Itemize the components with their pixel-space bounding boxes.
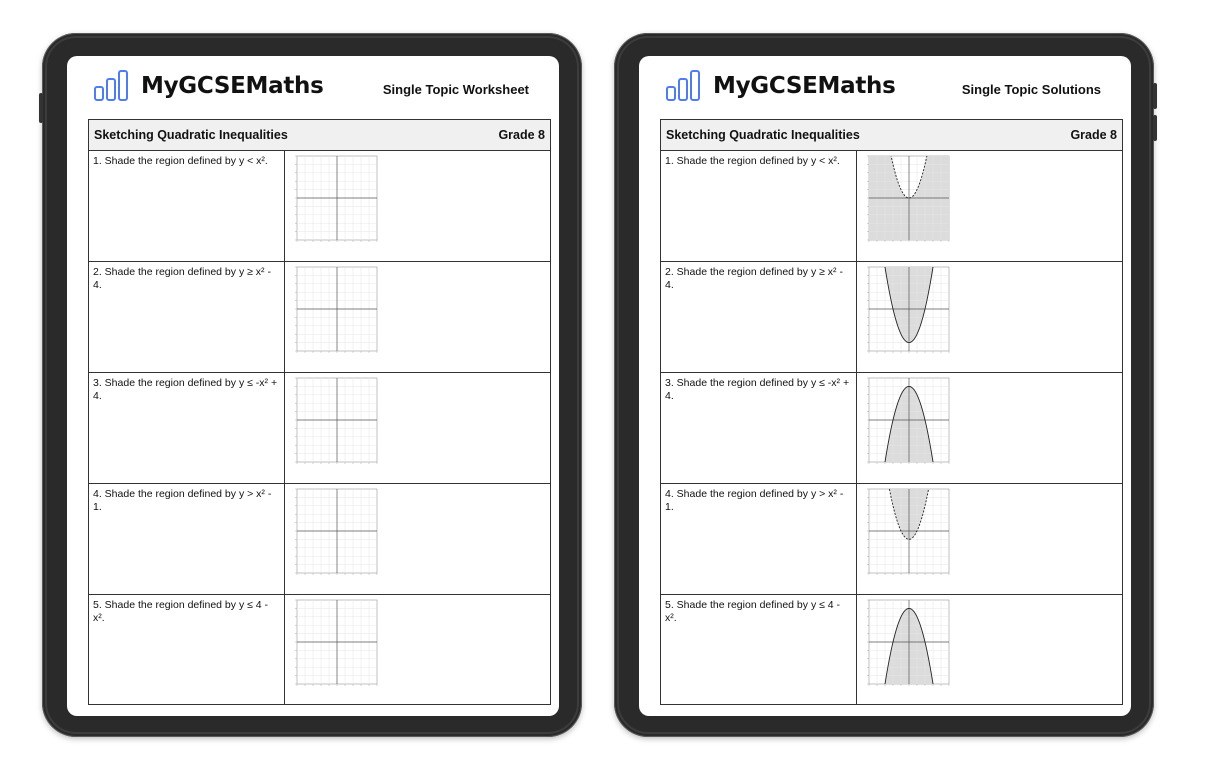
question-text: 4. Shade the region defined by y > x² - 1. xyxy=(89,484,285,594)
worksheet-table xyxy=(88,119,551,705)
logo-bars-icon xyxy=(94,70,130,102)
worksheet-table-header xyxy=(89,120,550,151)
solution-graph xyxy=(857,373,1122,483)
brand-name: MyGCSEMaths xyxy=(141,73,324,99)
solution-row xyxy=(661,595,1122,705)
coordinate-grid xyxy=(287,264,381,360)
solution-graph xyxy=(857,262,1122,372)
solution-row xyxy=(661,484,1122,595)
question-text: 1. Shade the region defined by y < x². xyxy=(89,151,285,261)
topic-title: Sketching Quadratic Inequalities xyxy=(94,128,288,142)
question-text: 5. Shade the region defined by y ≤ 4 - x². xyxy=(89,595,285,705)
logo-bars-icon xyxy=(666,70,702,102)
question-text: 3. Shade the region defined by y ≤ -x² + 4. xyxy=(89,373,285,483)
grade-label: Grade 8 xyxy=(498,128,545,142)
coordinate-grid xyxy=(287,597,381,693)
answer-grid xyxy=(285,373,550,483)
solutions-table xyxy=(660,119,1123,705)
shaded-region-graph xyxy=(859,375,953,471)
solution-row xyxy=(661,262,1122,373)
grade-label: Grade 8 xyxy=(1070,128,1117,142)
solutions-header xyxy=(639,56,1131,118)
question-row xyxy=(89,151,550,262)
shaded-region-graph xyxy=(859,597,953,693)
tablet-side-button xyxy=(1153,83,1157,109)
shaded-region-graph xyxy=(859,486,953,582)
solution-row xyxy=(661,151,1122,262)
question-text: 4. Shade the region defined by y > x² - 1. xyxy=(661,484,857,594)
worksheet-screen xyxy=(67,56,559,716)
solution-graph xyxy=(857,151,1122,261)
solution-row xyxy=(661,373,1122,484)
question-text: 3. Shade the region defined by y ≤ -x² + 4. xyxy=(661,373,857,483)
tablet-side-button xyxy=(39,93,43,123)
document-title: Single Topic Worksheet xyxy=(382,82,529,97)
answer-grid xyxy=(285,595,550,705)
tablet-side-button xyxy=(1153,115,1157,141)
coordinate-grid xyxy=(287,486,381,582)
question-row xyxy=(89,484,550,595)
question-text: 1. Shade the region defined by y < x². xyxy=(661,151,857,261)
solution-graph xyxy=(857,484,1122,594)
solutions-tablet xyxy=(614,33,1154,737)
coordinate-grid xyxy=(287,153,381,249)
shaded-region-graph xyxy=(859,264,953,360)
brand-name: MyGCSEMaths xyxy=(713,73,896,99)
question-row xyxy=(89,595,550,705)
worksheet-header xyxy=(67,56,559,118)
shaded-region-graph xyxy=(859,153,953,249)
question-text: 2. Shade the region defined by y ≥ x² - 4. xyxy=(661,262,857,372)
question-text: 5. Shade the region defined by y ≤ 4 - x². xyxy=(661,595,857,705)
document-title: Single Topic Solutions xyxy=(961,82,1101,97)
question-row xyxy=(89,262,550,373)
solutions-screen xyxy=(639,56,1131,716)
question-row xyxy=(89,373,550,484)
answer-grid xyxy=(285,151,550,261)
solutions-table-header xyxy=(661,120,1122,151)
solution-graph xyxy=(857,595,1122,705)
worksheet-tablet xyxy=(42,33,582,737)
coordinate-grid xyxy=(287,375,381,471)
answer-grid xyxy=(285,262,550,372)
answer-grid xyxy=(285,484,550,594)
question-text: 2. Shade the region defined by y ≥ x² - 4. xyxy=(89,262,285,372)
topic-title: Sketching Quadratic Inequalities xyxy=(666,128,860,142)
